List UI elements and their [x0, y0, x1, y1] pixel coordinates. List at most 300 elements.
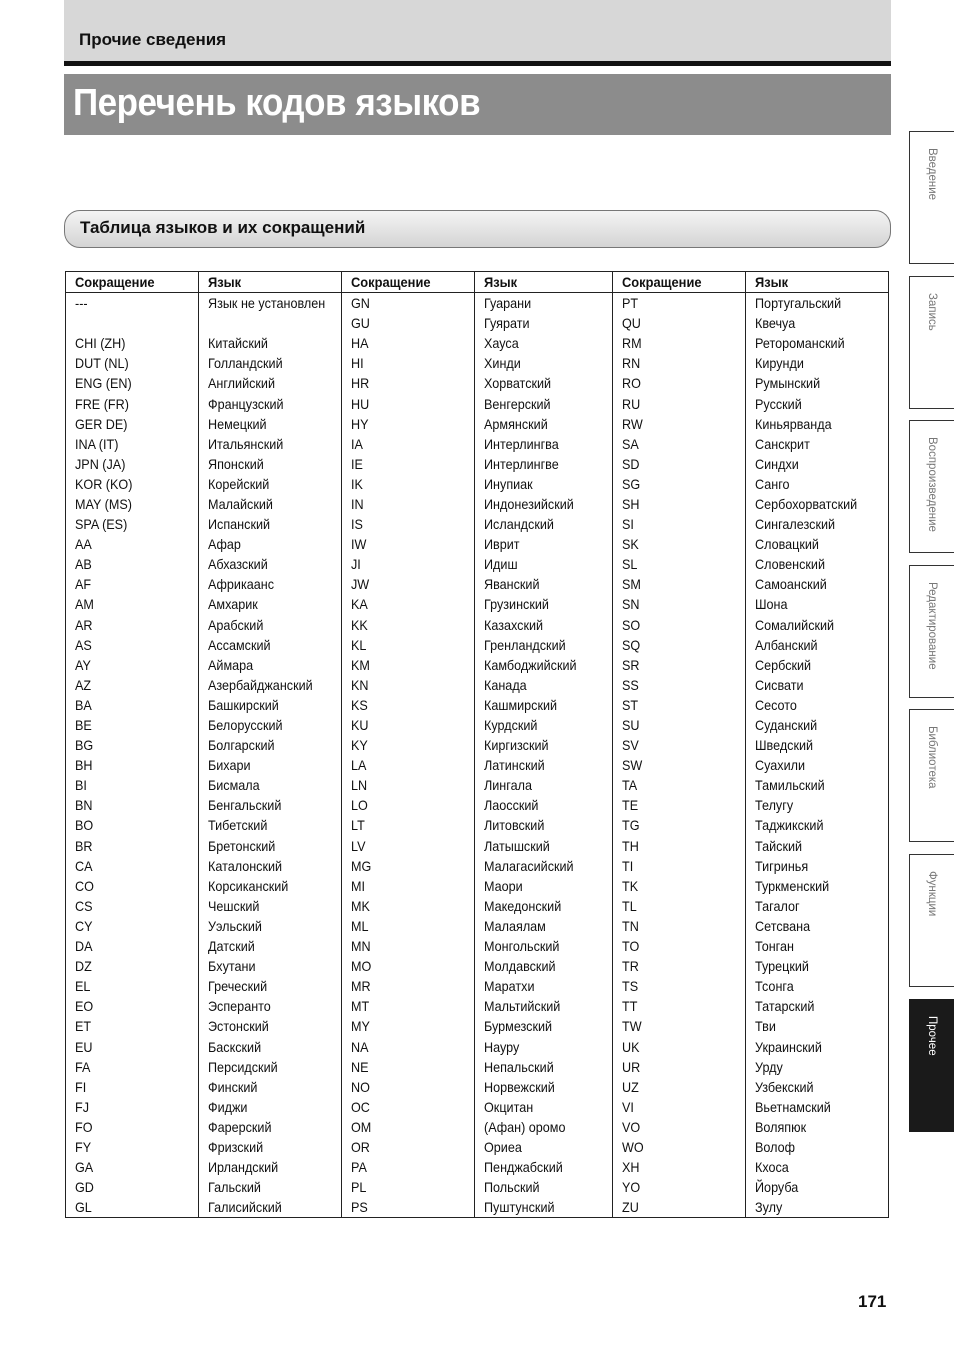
cell-code-1: EU [66, 1036, 199, 1056]
cell-language-1: Эсперанто [199, 996, 342, 1016]
cell-code-3: TR [613, 956, 746, 976]
cell-code-2: HU [342, 393, 475, 413]
cell-language-2: Гуярати [475, 313, 613, 333]
cell-code-1: AA [66, 534, 199, 554]
cell-language-3: Таджикский [746, 815, 889, 835]
cell-code-1: FY [66, 1137, 199, 1157]
cell-language-2: Окцитан [475, 1097, 613, 1117]
cell-code-2: PS [342, 1197, 475, 1218]
cell-code-2: PA [342, 1157, 475, 1177]
cell-language-1: Тибетский [199, 815, 342, 835]
cell-code-2: IN [342, 494, 475, 514]
cell-code-1: BO [66, 815, 199, 835]
cell-code-2: MI [342, 876, 475, 896]
cell-language-2: Камбоджийский [475, 655, 613, 675]
cell-language-3: Суахили [746, 755, 889, 775]
cell-code-3: RO [613, 373, 746, 393]
cell-language-3: Сетсвана [746, 916, 889, 936]
cell-code-2: KY [342, 735, 475, 755]
cell-code-3: SL [613, 554, 746, 574]
side-tab-2[interactable] [909, 276, 954, 409]
cell-code-3: WO [613, 1137, 746, 1157]
side-tab-label: Воспроизведение [926, 437, 938, 532]
cell-code-2: JW [342, 574, 475, 594]
cell-language-1: Башкирский [199, 695, 342, 715]
cell-language-3: Русский [746, 393, 889, 413]
table-row [66, 333, 889, 353]
table-row [66, 393, 889, 413]
table-row [66, 976, 889, 996]
section-title: Прочие сведения [79, 30, 227, 49]
cell-language-1: Бхутани [199, 956, 342, 976]
cell-code-1: FA [66, 1057, 199, 1077]
cell-language-2: Монгольский [475, 936, 613, 956]
cell-language-1: Бретонский [199, 836, 342, 856]
cell-language-2: Интерлингве [475, 454, 613, 474]
cell-code-1: AB [66, 554, 199, 574]
cell-language-3: Сисвати [746, 675, 889, 695]
cell-language-1: Чешский [199, 896, 342, 916]
page-number: 171 [858, 1292, 887, 1311]
cell-language-3: Ретороманский [746, 333, 889, 353]
cell-language-2: Гуарани [475, 293, 613, 314]
cell-code-2: IE [342, 454, 475, 474]
header-language-3: Язык [746, 272, 889, 293]
cell-language-1: Китайский [199, 333, 342, 353]
cell-language-3: Тигринья [746, 856, 889, 876]
cell-code-3: YO [613, 1177, 746, 1197]
cell-language-1: Малайский [199, 494, 342, 514]
cell-language-2: Лаосский [475, 795, 613, 815]
cell-language-3: Тсонга [746, 976, 889, 996]
table-row [66, 775, 889, 795]
cell-code-3: TN [613, 916, 746, 936]
cell-language-3: Синдхи [746, 454, 889, 474]
cell-code-2: KL [342, 635, 475, 655]
cell-language-2: Молдавский [475, 956, 613, 976]
cell-language-2: Маори [475, 876, 613, 896]
cell-code-2: MT [342, 996, 475, 1016]
cell-language-1: Финский [199, 1077, 342, 1097]
cell-code-1: BG [66, 735, 199, 755]
cell-code-1: SPA (ES) [66, 514, 199, 534]
cell-language-3: Туркменский [746, 876, 889, 896]
cell-language-2: Лингала [475, 775, 613, 795]
cell-code-1: MAY (MS) [66, 494, 199, 514]
cell-language-2: Пуштунский [475, 1197, 613, 1218]
cell-language-3: Санго [746, 474, 889, 494]
table-row [66, 635, 889, 655]
cell-code-3: SN [613, 594, 746, 614]
table-row [66, 1016, 889, 1036]
cell-language-1: Немецкий [199, 414, 342, 434]
cell-code-3: RN [613, 353, 746, 373]
cell-language-2: Бурмезский [475, 1016, 613, 1036]
table-row [66, 936, 889, 956]
table-row [66, 373, 889, 393]
cell-code-3: RM [613, 333, 746, 353]
cell-language-2: Курдский [475, 715, 613, 735]
cell-language-2: Непальский [475, 1057, 613, 1077]
cell-code-2: ML [342, 916, 475, 936]
cell-language-1: Голландский [199, 353, 342, 373]
cell-language-3: Тви [746, 1016, 889, 1036]
table-row [66, 1137, 889, 1157]
cell-code-3: TA [613, 775, 746, 795]
cell-language-1: Азербайджанский [199, 675, 342, 695]
cell-code-3: QU [613, 313, 746, 333]
cell-language-2: Интерлингва [475, 434, 613, 454]
cell-code-2: OM [342, 1117, 475, 1137]
cell-language-1: Африкаанс [199, 574, 342, 594]
cell-language-3: Сербохорватский [746, 494, 889, 514]
table-row [66, 735, 889, 755]
cell-language-3: Воляпюк [746, 1117, 889, 1137]
table-row [66, 836, 889, 856]
cell-code-3: TI [613, 856, 746, 876]
cell-code-3: TT [613, 996, 746, 1016]
cell-code-1: BN [66, 795, 199, 815]
cell-code-2: HI [342, 353, 475, 373]
table-row [66, 574, 889, 594]
cell-code-1: BI [66, 775, 199, 795]
cell-language-3: Санскрит [746, 434, 889, 454]
table-body [66, 293, 889, 1218]
cell-language-3: Телугу [746, 795, 889, 815]
cell-code-3: TG [613, 815, 746, 835]
table-row [66, 856, 889, 876]
cell-code-2: IW [342, 534, 475, 554]
cell-code-3: RW [613, 414, 746, 434]
cell-code-2: LT [342, 815, 475, 835]
cell-code-1 [66, 313, 199, 333]
cell-code-3: SU [613, 715, 746, 735]
cell-language-3: Сесото [746, 695, 889, 715]
cell-code-3: SV [613, 735, 746, 755]
cell-code-1: AZ [66, 675, 199, 695]
side-tab-5[interactable] [909, 709, 954, 842]
cell-language-1: Испанский [199, 514, 342, 534]
section-header-bar [64, 0, 891, 61]
table-subtitle-bar [64, 210, 891, 248]
cell-language-3: Португальский [746, 293, 889, 314]
cell-language-1: Ирландский [199, 1157, 342, 1177]
cell-code-1: AS [66, 635, 199, 655]
cell-language-1: Бисмала [199, 775, 342, 795]
cell-language-2: Македонский [475, 896, 613, 916]
cell-code-2: IS [342, 514, 475, 534]
table-header-row [66, 272, 889, 293]
table-row [66, 594, 889, 614]
cell-code-1: GA [66, 1157, 199, 1177]
cell-language-2: Пенджабский [475, 1157, 613, 1177]
cell-code-1: FJ [66, 1097, 199, 1117]
cell-language-3: Украинский [746, 1036, 889, 1056]
side-tab-label: Запись [926, 293, 938, 331]
cell-language-3: Квечуа [746, 313, 889, 333]
cell-code-1: BR [66, 836, 199, 856]
cell-code-2: HA [342, 333, 475, 353]
cell-language-1: Баскский [199, 1036, 342, 1056]
table-row [66, 655, 889, 675]
cell-language-3: Кирунди [746, 353, 889, 373]
cell-code-1: FO [66, 1117, 199, 1137]
cell-language-1: Аймара [199, 655, 342, 675]
side-tab-label: Функции [926, 871, 938, 917]
cell-code-3: TH [613, 836, 746, 856]
side-tab-4[interactable] [909, 565, 954, 698]
cell-language-1: Бихари [199, 755, 342, 775]
cell-language-1: Фарерский [199, 1117, 342, 1137]
cell-language-3: Урду [746, 1057, 889, 1077]
table-row [66, 474, 889, 494]
cell-language-2: Индонезийский [475, 494, 613, 514]
cell-code-3: PT [613, 293, 746, 314]
cell-code-2: NE [342, 1057, 475, 1077]
cell-code-3: TE [613, 795, 746, 815]
cell-code-3: SR [613, 655, 746, 675]
cell-language-3: Вьетнамский [746, 1097, 889, 1117]
cell-language-2: Венгерский [475, 393, 613, 413]
table-row [66, 514, 889, 534]
cell-language-2: Латинский [475, 755, 613, 775]
cell-code-1: GL [66, 1197, 199, 1218]
cell-code-2: NO [342, 1077, 475, 1097]
side-tab-label: Введение [926, 148, 938, 201]
cell-code-2: KM [342, 655, 475, 675]
cell-language-1: Бенгальский [199, 795, 342, 815]
cell-code-2: KA [342, 594, 475, 614]
side-tab-label: Прочее [926, 1016, 938, 1056]
cell-code-1: --- [66, 293, 199, 314]
cell-code-1: DA [66, 936, 199, 956]
table-row [66, 1097, 889, 1117]
cell-code-3: VI [613, 1097, 746, 1117]
header-code-1: Сокращение [66, 272, 199, 293]
cell-language-3: Албанский [746, 635, 889, 655]
cell-code-3: UR [613, 1057, 746, 1077]
cell-code-2: LA [342, 755, 475, 775]
table-row [66, 1077, 889, 1097]
table-row [66, 353, 889, 373]
cell-code-1: FI [66, 1077, 199, 1097]
cell-code-2: MK [342, 896, 475, 916]
cell-language-1: Английский [199, 373, 342, 393]
table-row [66, 1117, 889, 1137]
cell-language-2: Казахский [475, 615, 613, 635]
table-row [66, 795, 889, 815]
cell-code-1: BA [66, 695, 199, 715]
cell-language-3: Суданский [746, 715, 889, 735]
table-row [66, 1057, 889, 1077]
cell-code-2: OR [342, 1137, 475, 1157]
page-title: Перечень кодов языков [73, 82, 481, 124]
cell-language-3: Узбекский [746, 1077, 889, 1097]
cell-code-3: SQ [613, 635, 746, 655]
cell-language-3: Самоанский [746, 574, 889, 594]
cell-code-2: KK [342, 615, 475, 635]
cell-language-1: Французский [199, 393, 342, 413]
cell-language-3: Шона [746, 594, 889, 614]
table-row [66, 454, 889, 474]
cell-code-3: SG [613, 474, 746, 494]
cell-language-2: Исландский [475, 514, 613, 534]
cell-language-3: Тамильский [746, 775, 889, 795]
cell-language-3: Сербский [746, 655, 889, 675]
cell-code-1: JPN (JA) [66, 454, 199, 474]
cell-language-1: Абхазский [199, 554, 342, 574]
cell-language-3: Тагалог [746, 896, 889, 916]
cell-code-1: BE [66, 715, 199, 735]
cell-code-3: SD [613, 454, 746, 474]
cell-code-3: RU [613, 393, 746, 413]
table-row [66, 815, 889, 835]
cell-code-1: FRE (FR) [66, 393, 199, 413]
cell-code-3: TS [613, 976, 746, 996]
cell-code-2: MR [342, 976, 475, 996]
table-row [66, 876, 889, 896]
cell-language-1: Гальский [199, 1177, 342, 1197]
table-row [66, 916, 889, 936]
cell-language-1 [199, 313, 342, 333]
cell-code-2: HR [342, 373, 475, 393]
cell-language-1: Амхарик [199, 594, 342, 614]
cell-code-2: NA [342, 1036, 475, 1056]
cell-code-1: INA (IT) [66, 434, 199, 454]
table-row [66, 755, 889, 775]
cell-code-2: MG [342, 856, 475, 876]
page-title-bar [64, 74, 891, 135]
cell-language-3: Волоф [746, 1137, 889, 1157]
cell-code-2: PL [342, 1177, 475, 1197]
cell-language-1: Итальянский [199, 434, 342, 454]
table-row [66, 1177, 889, 1197]
cell-language-1: Фризский [199, 1137, 342, 1157]
cell-language-2: Хорватский [475, 373, 613, 393]
cell-language-3: Сингалезский [746, 514, 889, 534]
cell-code-1: AF [66, 574, 199, 594]
table-subtitle: Таблица языков и их сокращений [80, 218, 366, 237]
table-row [66, 996, 889, 1016]
cell-code-1: CHI (ZH) [66, 333, 199, 353]
cell-language-3: Турецкий [746, 956, 889, 976]
cell-code-1: AM [66, 594, 199, 614]
cell-language-3: Румынский [746, 373, 889, 393]
cell-code-3: SH [613, 494, 746, 514]
cell-language-2: (Афан) оромо [475, 1117, 613, 1137]
cell-language-2: Киргизский [475, 735, 613, 755]
cell-language-2: Грузинский [475, 594, 613, 614]
cell-language-2: Хинди [475, 353, 613, 373]
cell-language-3: Киньярванда [746, 414, 889, 434]
table-row [66, 896, 889, 916]
header-language-2: Язык [475, 272, 613, 293]
table-row [66, 293, 889, 314]
cell-code-3: TK [613, 876, 746, 896]
cell-language-1: Арабский [199, 615, 342, 635]
cell-language-3: Словацкий [746, 534, 889, 554]
cell-language-3: Зулу [746, 1197, 889, 1218]
side-tab-7[interactable] [909, 999, 954, 1132]
table-row [66, 1197, 889, 1218]
cell-language-2: Гренландский [475, 635, 613, 655]
cell-language-3: Шведский [746, 735, 889, 755]
cell-language-3: Татарский [746, 996, 889, 1016]
cell-language-2: Маратхи [475, 976, 613, 996]
cell-code-3: SW [613, 755, 746, 775]
cell-language-1: Язык не установлен [199, 293, 342, 314]
table-row [66, 1157, 889, 1177]
cell-code-2: MY [342, 1016, 475, 1036]
cell-language-3: Словенский [746, 554, 889, 574]
cell-language-3: Кхоса [746, 1157, 889, 1177]
cell-language-2: Иврит [475, 534, 613, 554]
cell-language-2: Норвежский [475, 1077, 613, 1097]
cell-language-1: Болгарский [199, 735, 342, 755]
cell-language-2: Кашмирский [475, 695, 613, 715]
cell-code-3: TO [613, 936, 746, 956]
table-row [66, 414, 889, 434]
cell-language-2: Идиш [475, 554, 613, 574]
cell-language-1: Эстонский [199, 1016, 342, 1036]
cell-code-1: EO [66, 996, 199, 1016]
cell-language-1: Афар [199, 534, 342, 554]
cell-language-2: Канада [475, 675, 613, 695]
cell-language-1: Датский [199, 936, 342, 956]
cell-language-2: Мальтийский [475, 996, 613, 1016]
cell-code-3: UZ [613, 1077, 746, 1097]
cell-code-3: ST [613, 695, 746, 715]
side-tab-6[interactable] [909, 854, 954, 987]
cell-language-2: Науру [475, 1036, 613, 1056]
side-tab-1[interactable] [909, 131, 954, 264]
cell-language-2: Малаялам [475, 916, 613, 936]
cell-language-1: Греческий [199, 976, 342, 996]
side-tab-3[interactable] [909, 420, 954, 553]
table-row [66, 695, 889, 715]
cell-code-1: ENG (EN) [66, 373, 199, 393]
cell-language-1: Корейский [199, 474, 342, 494]
cell-language-3: Сомалийский [746, 615, 889, 635]
cell-code-1: DZ [66, 956, 199, 976]
cell-code-1: GER DE) [66, 414, 199, 434]
cell-language-2: Хауса [475, 333, 613, 353]
cell-code-3: SK [613, 534, 746, 554]
cell-language-3: Тонган [746, 936, 889, 956]
header-code-3: Сокращение [613, 272, 746, 293]
cell-code-2: IA [342, 434, 475, 454]
header-divider [64, 61, 891, 66]
cell-language-1: Персидский [199, 1057, 342, 1077]
cell-language-1: Ассамский [199, 635, 342, 655]
cell-code-3: ZU [613, 1197, 746, 1218]
cell-language-1: Японский [199, 454, 342, 474]
side-tab-label: Редактирование [926, 582, 938, 670]
cell-code-1: EL [66, 976, 199, 996]
cell-code-1: CY [66, 916, 199, 936]
cell-code-1: AY [66, 655, 199, 675]
side-tab-label: Библиотека [926, 726, 938, 789]
cell-code-3: SS [613, 675, 746, 695]
cell-language-2: Ориеа [475, 1137, 613, 1157]
cell-code-1: ET [66, 1016, 199, 1036]
cell-code-2: JI [342, 554, 475, 574]
cell-language-2: Малагасийский [475, 856, 613, 876]
cell-code-1: GD [66, 1177, 199, 1197]
cell-code-2: GU [342, 313, 475, 333]
cell-code-1: CA [66, 856, 199, 876]
cell-code-3: SO [613, 615, 746, 635]
